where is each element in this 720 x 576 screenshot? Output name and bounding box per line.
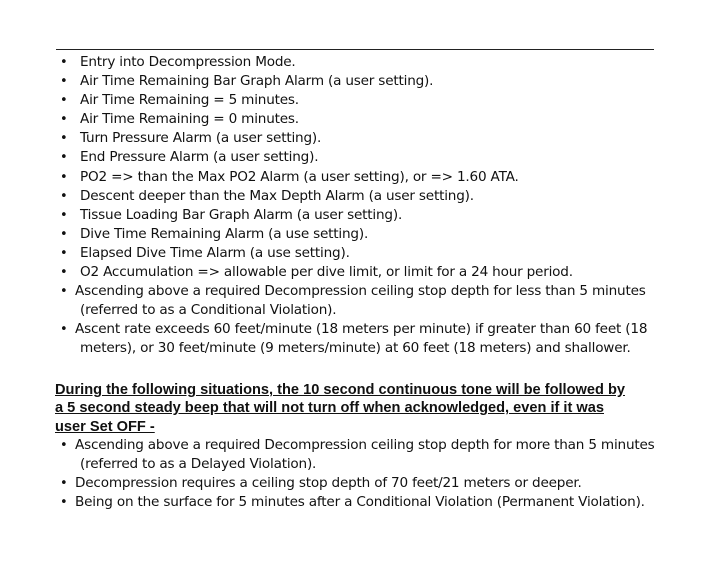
list-item (60, 53, 647, 72)
list-item-text: PO2 => than the Max PO2 Alarm (a user setting), or => 1.60 ATA. (80, 168, 519, 185)
heading-line: During the following situations, the 10 second continuous tone will be followed by (55, 382, 625, 398)
list-item (60, 148, 647, 167)
bullet-icon: • (60, 131, 68, 147)
list-item (60, 493, 655, 512)
list-item (60, 282, 647, 320)
list-item (60, 129, 647, 148)
bullet-icon: • (60, 207, 68, 223)
bullet-icon: • (60, 476, 68, 492)
list-item-text: Ascending above a required Decompression ceiling stop depth for more than 5 minutes (75, 437, 655, 453)
list-item-text: Decompression requires a ceiling stop depth of 70 feet/21 meters or deeper. (75, 475, 582, 492)
list-item-text: Air Time Remaining Bar Graph Alarm (a user setting). (80, 73, 434, 90)
heading-line: user Set OFF - (55, 418, 155, 435)
bullet-icon: • (60, 284, 68, 300)
list-item (60, 91, 647, 110)
alarm-list (60, 53, 647, 359)
bullet-icon: • (60, 93, 68, 109)
bullet-icon: • (60, 322, 68, 338)
top-divider (56, 49, 654, 50)
list-item-text: End Pressure Alarm (a user setting). (80, 149, 319, 166)
list-item (60, 72, 647, 91)
list-item-text: Elapsed Dive Time Alarm (a use setting). (80, 244, 350, 261)
list-item-text: Turn Pressure Alarm (a user setting). (80, 130, 322, 147)
bullet-icon: • (60, 245, 68, 261)
bullet-icon: • (60, 74, 68, 90)
list-item-text: O2 Accumulation => allowable per dive limit, or limit for a 24 hour period. (80, 264, 573, 281)
bullet-icon: • (60, 265, 68, 281)
bullet-icon: • (60, 169, 68, 185)
list-item (60, 244, 647, 263)
bullet-icon: • (60, 150, 68, 166)
list-item-text: Dive Time Remaining Alarm (a use setting). (80, 225, 369, 242)
list-item-text: Entry into Decompression Mode. (80, 54, 296, 70)
list-item-text: Ascent rate exceeds 60 feet/minute (18 meters per minute) if greater than 60 feet (18 (75, 321, 648, 338)
bullet-icon: • (60, 226, 68, 242)
bullet-icon: • (60, 495, 68, 511)
situation-list (60, 436, 655, 512)
list-item (60, 110, 647, 129)
list-item-text: Ascending above a required Decompression ceiling stop depth for less than 5 minutes (75, 283, 646, 300)
section-heading (55, 381, 685, 436)
list-item (60, 474, 655, 493)
list-item (60, 436, 655, 474)
list-item (60, 225, 647, 244)
list-item (60, 263, 647, 282)
list-item-text: Being on the surface for 5 minutes after a Conditional Violation (Permanent Violation). (75, 494, 645, 511)
bullet-icon: • (60, 55, 68, 70)
list-item (60, 320, 647, 358)
bullet-icon: • (60, 188, 68, 204)
list-item-text: Descent deeper than the Max Depth Alarm (a user setting). (80, 187, 474, 204)
list-item (60, 168, 647, 187)
list-item-text: Air Time Remaining = 5 minutes. (80, 92, 299, 109)
heading-line: a 5 second steady beep that will not turn off when acknowledged, even if it was (55, 400, 604, 417)
list-item (60, 206, 647, 225)
list-item (60, 187, 647, 206)
list-item-continuation: (referred to as a Conditional Violation). (80, 302, 337, 319)
bullet-icon: • (60, 438, 68, 453)
list-item-text: Tissue Loading Bar Graph Alarm (a user setting). (80, 206, 403, 223)
bullet-icon: • (60, 112, 68, 128)
list-item-continuation: meters), or 30 feet/minute (9 meters/minute) at 60 feet (18 meters) and shallower. (80, 340, 631, 357)
list-item-text: Air Time Remaining = 0 minutes. (80, 111, 299, 128)
list-item-continuation: (referred to as a Delayed Violation). (80, 456, 317, 473)
